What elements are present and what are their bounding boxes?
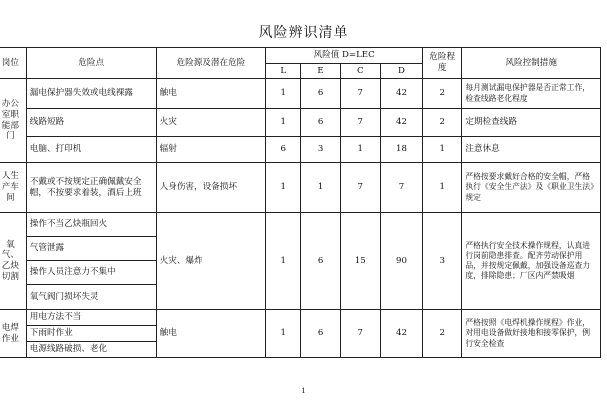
source-cell: 人身伤害，设备损坏: [156, 163, 265, 213]
source-cell: 火灾、爆炸: [156, 213, 265, 310]
source-cell: 触电: [156, 79, 265, 109]
c-cell: 7: [340, 109, 380, 137]
header-risk: 危险点: [26, 48, 156, 79]
measure-cell: 定期检查线路: [462, 109, 601, 137]
d-cell: 7: [380, 163, 422, 213]
c-cell: 1: [340, 137, 380, 163]
unit-cell: 人生产车间: [0, 163, 26, 213]
unit-cell: 电焊作业: [0, 310, 26, 358]
measure-cell: 每月测试漏电保护器是否正常工作，检查线路老化程度: [462, 79, 601, 109]
risk-table: [0, 47, 601, 358]
risk-cell: 氧气阀门损坏失灵: [26, 285, 156, 310]
header-lec: 风险值 D=LEC: [266, 48, 423, 64]
e-cell: 1: [301, 163, 340, 213]
measure-cell: 严格按照《电焊机操作规程》作业，对用电设备做好接地和接零保护，例行安全检查: [462, 310, 601, 358]
header-level: 危险程度: [423, 48, 462, 79]
l-cell: 6: [266, 137, 301, 163]
source-cell: 触电: [156, 310, 265, 358]
d-cell: 18: [380, 137, 422, 163]
risk-cell: 用电方法不当: [26, 310, 156, 326]
table-row: [0, 79, 601, 109]
table-row: [0, 213, 601, 237]
l-cell: 1: [266, 109, 301, 137]
header-d: D: [380, 64, 422, 79]
l-cell: 1: [266, 213, 301, 310]
c-cell: 7: [340, 79, 380, 109]
header-c: C: [340, 64, 380, 79]
header-source: 危险源及潜在危险: [156, 48, 265, 79]
e-cell: 6: [301, 109, 340, 137]
d-cell: 90: [380, 213, 422, 310]
table-row: [0, 109, 601, 137]
e-cell: 6: [301, 79, 340, 109]
risk-cell: 线路短路: [26, 109, 156, 137]
d-cell: 42: [380, 79, 422, 109]
d-cell: 42: [380, 109, 422, 137]
risk-cell: 气管泄露: [26, 237, 156, 261]
risk-cell: 电源线路破损、老化: [26, 342, 156, 358]
risk-cell: 操作不当乙炔瓶回火: [26, 213, 156, 237]
e-cell: 6: [301, 310, 340, 358]
source-cell: 火灾: [156, 109, 265, 137]
measure-cell: 严格执行安全技术操作规程，认真进行岗前隐患排查。配齐劳动保护用品，并按规定佩戴，加强设备巡查力度，排除隐患；厂区内严禁吸烟: [462, 213, 601, 310]
l-cell: 1: [266, 163, 301, 213]
document-title: 风险辨识清单: [258, 25, 349, 41]
level-cell: 2: [423, 109, 462, 137]
header-row: [0, 48, 601, 64]
unit-cell: 氧气、乙炔切割: [0, 213, 26, 310]
risk-cell: 操作人员注意力不集中: [26, 261, 156, 285]
table-row: [0, 137, 601, 163]
level-cell: 1: [423, 163, 462, 213]
unit-cell: 办公室职能部门: [0, 79, 26, 163]
header-e: E: [301, 64, 340, 79]
measure-cell: 严格按要求戴好合格的安全帽，严格执行《安全生产法》及《职业卫生法》规定: [462, 163, 601, 213]
header-l: L: [266, 64, 301, 79]
e-cell: 3: [301, 137, 340, 163]
c-cell: 15: [340, 213, 380, 310]
e-cell: 6: [301, 213, 340, 310]
d-cell: 42: [380, 310, 422, 358]
risk-cell: 漏电保护器失效或电线裸露: [26, 79, 156, 109]
risk-cell: 下雨时作业: [26, 326, 156, 342]
header-unit: 岗位: [0, 48, 26, 79]
l-cell: 1: [266, 79, 301, 109]
page-number: 1: [301, 387, 306, 395]
measure-cell: 注意休息: [462, 137, 601, 163]
level-cell: 2: [423, 310, 462, 358]
table-row: [0, 163, 601, 213]
c-cell: 7: [340, 310, 380, 358]
l-cell: 1: [266, 310, 301, 358]
risk-cell: 不戴或不按规定正确佩戴安全帽，不按要求着装，酒后上班: [26, 163, 156, 213]
risk-cell: 电脑、打印机: [26, 137, 156, 163]
table-row: [0, 310, 601, 326]
level-cell: 3: [423, 213, 462, 310]
source-cell: 辐射: [156, 137, 265, 163]
level-cell: 1: [423, 137, 462, 163]
header-measures: 风险控制措施: [462, 48, 601, 79]
c-cell: 7: [340, 163, 380, 213]
level-cell: 2: [423, 79, 462, 109]
